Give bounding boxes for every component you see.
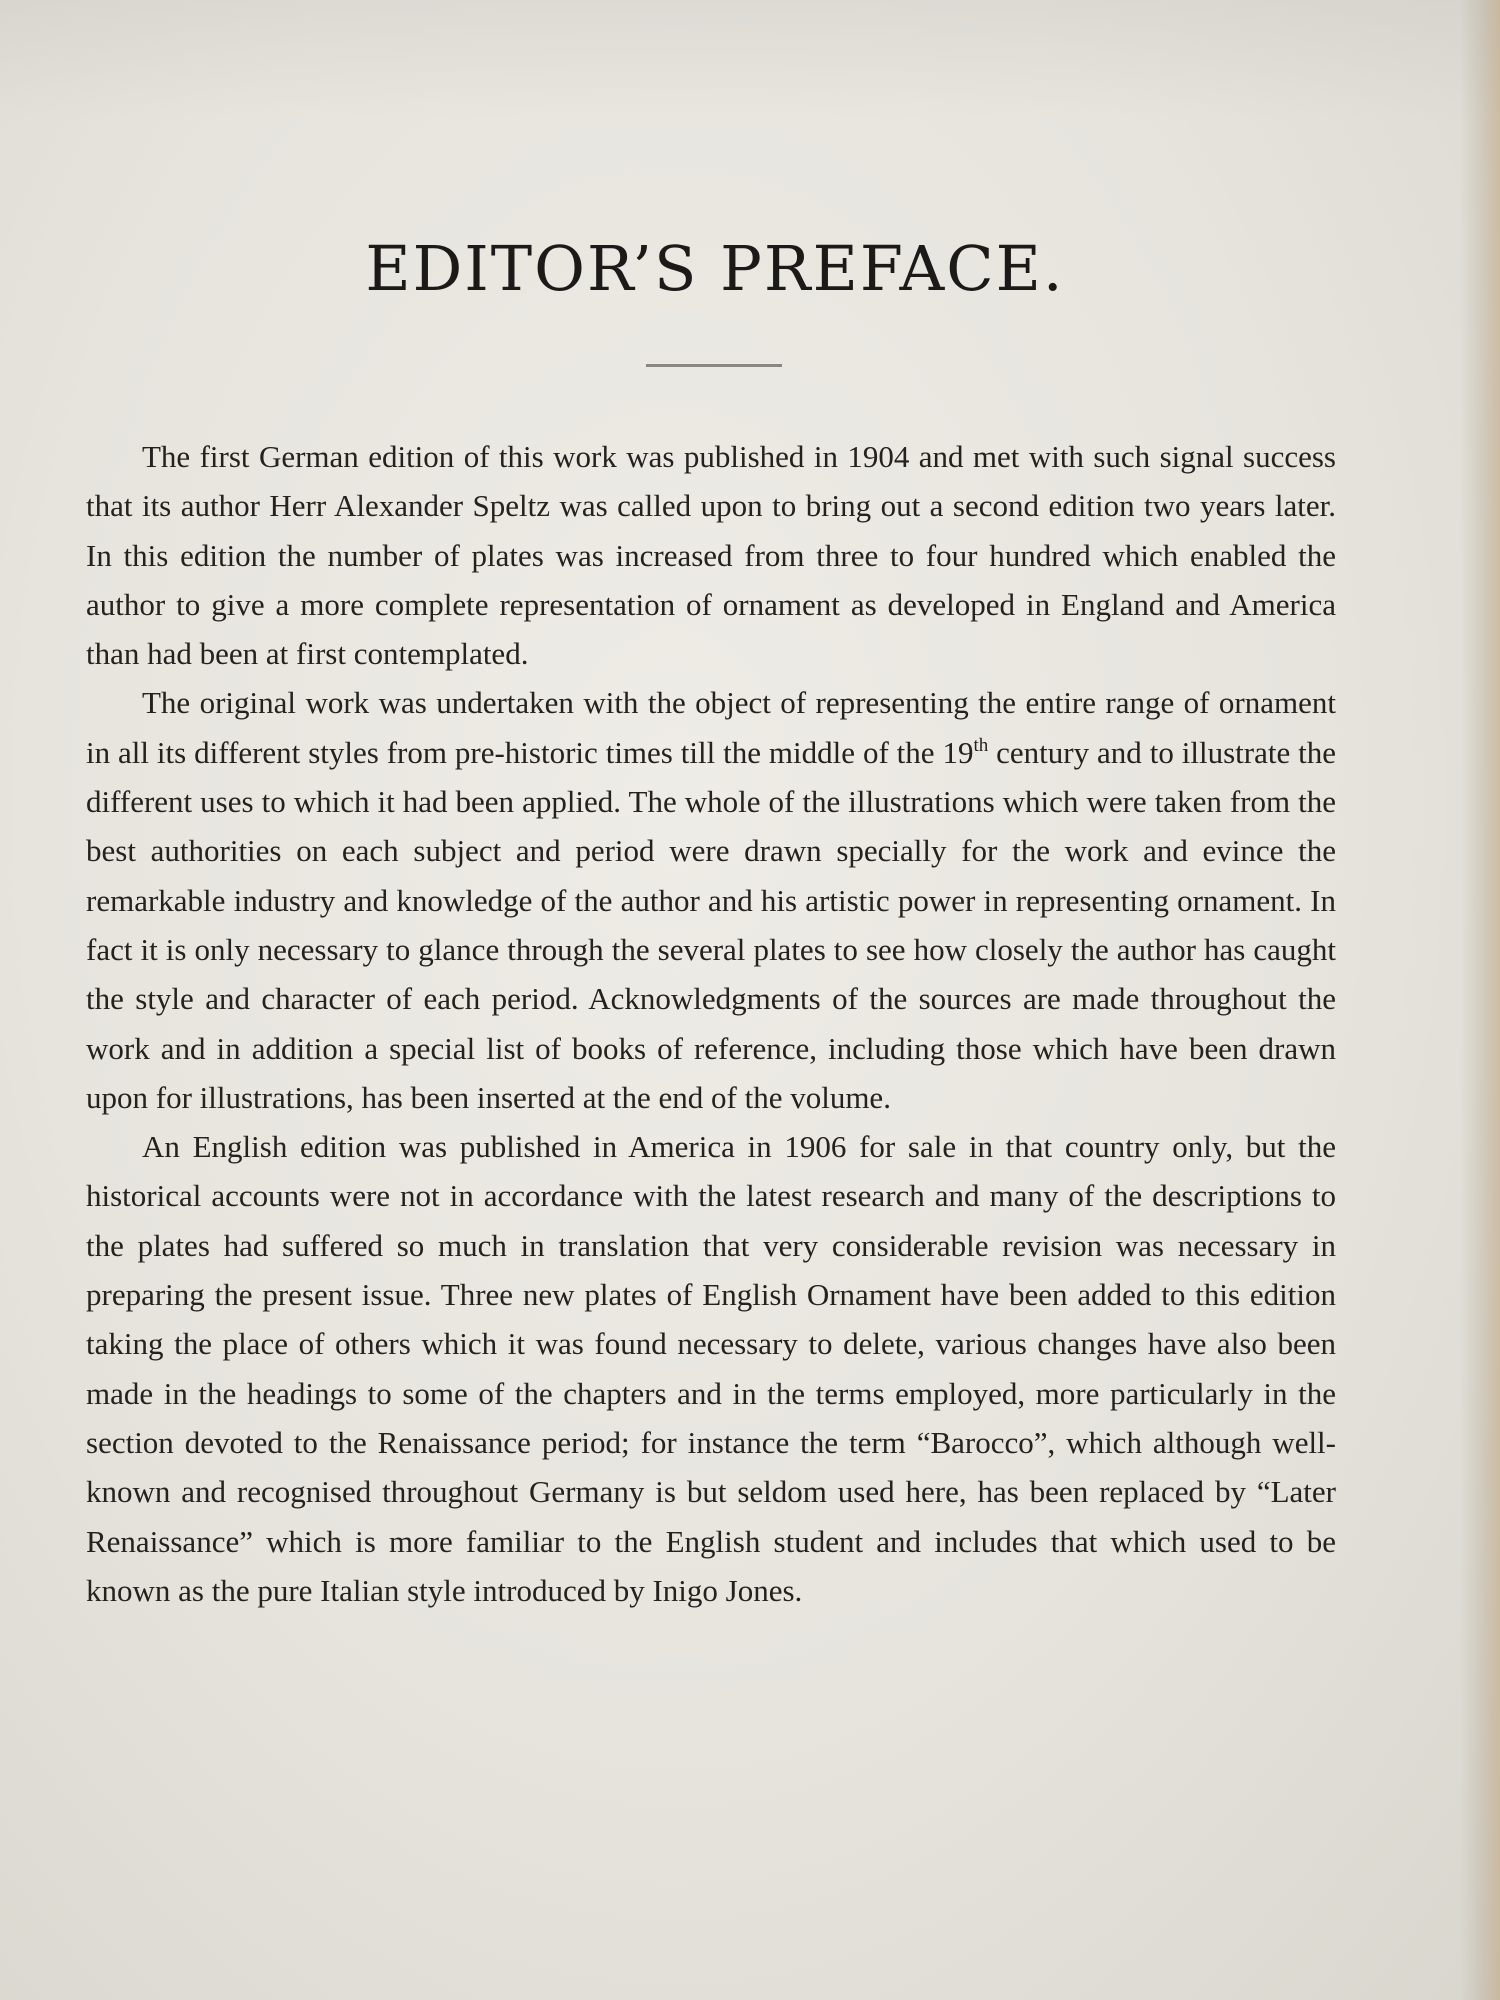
page-edge bbox=[1460, 0, 1500, 2000]
paragraph-3: An English edition was published in America in 1906 for sale in that country only, but the historical accounts were not in accordance with the latest research and many of the descriptions to the plates had suffered so much in translation that very considerable revision was necessary in preparing the present issue. Three new plates of English Ornament have been added to this edition taking the place of others which it was found necessary to delete, various changes have also been made in the headings to some of the chapters and in the terms employed, more particularly in the section devoted to the Renaissance period; for instance the term “Barocco”, which although well-known and recognised throughout Germany is but seldom used here, has been replaced by “Later Renaissance” which is more familiar to the English student and includes that which used to be known as the pure Italian style introduced by Inigo Jones. bbox=[86, 1129, 1336, 1608]
paragraph-2 bbox=[86, 678, 1336, 1122]
paragraph-2-text-start: The original work was undertaken with the object of representing the entire range of ornament in all its different styles from pre-historic times till the middle of the 19 bbox=[86, 685, 1336, 770]
page-title: EDITOR’S PREFACE. bbox=[365, 232, 1065, 305]
paragraph-2-text-end: century and to illustrate the different uses to which it had been applied. The whole of the illustrations which were taken from the best authorities on each subject and period were drawn specially for the work and evince the remarkable industry and knowledge of the author and his artistic power in representing ornament. In fact it is only necessary to glance through the several plates to see how closely the author has caught the style and character of each period. Acknowledgments of the sources are made throughout the work and in addition a special list of books of reference, including those which have been drawn upon for illustrations, has been inserted at the end of the volume. bbox=[86, 734, 1336, 1115]
ordinal-superscript: th bbox=[973, 734, 989, 756]
page-shadow bbox=[0, 0, 1500, 120]
paragraph-1: The first German edition of this work was published in 1904 and met with such signal success that its author Herr Alexander Speltz was called upon to bring out a second edition two years later. In this edition the number of plates was increased from three to four hundred which enabled the author to give a more complete representation of ornament as developed in England and America than had been at first contemplated. bbox=[86, 439, 1336, 672]
title-divider bbox=[646, 364, 782, 367]
preface-body bbox=[86, 432, 1336, 1615]
